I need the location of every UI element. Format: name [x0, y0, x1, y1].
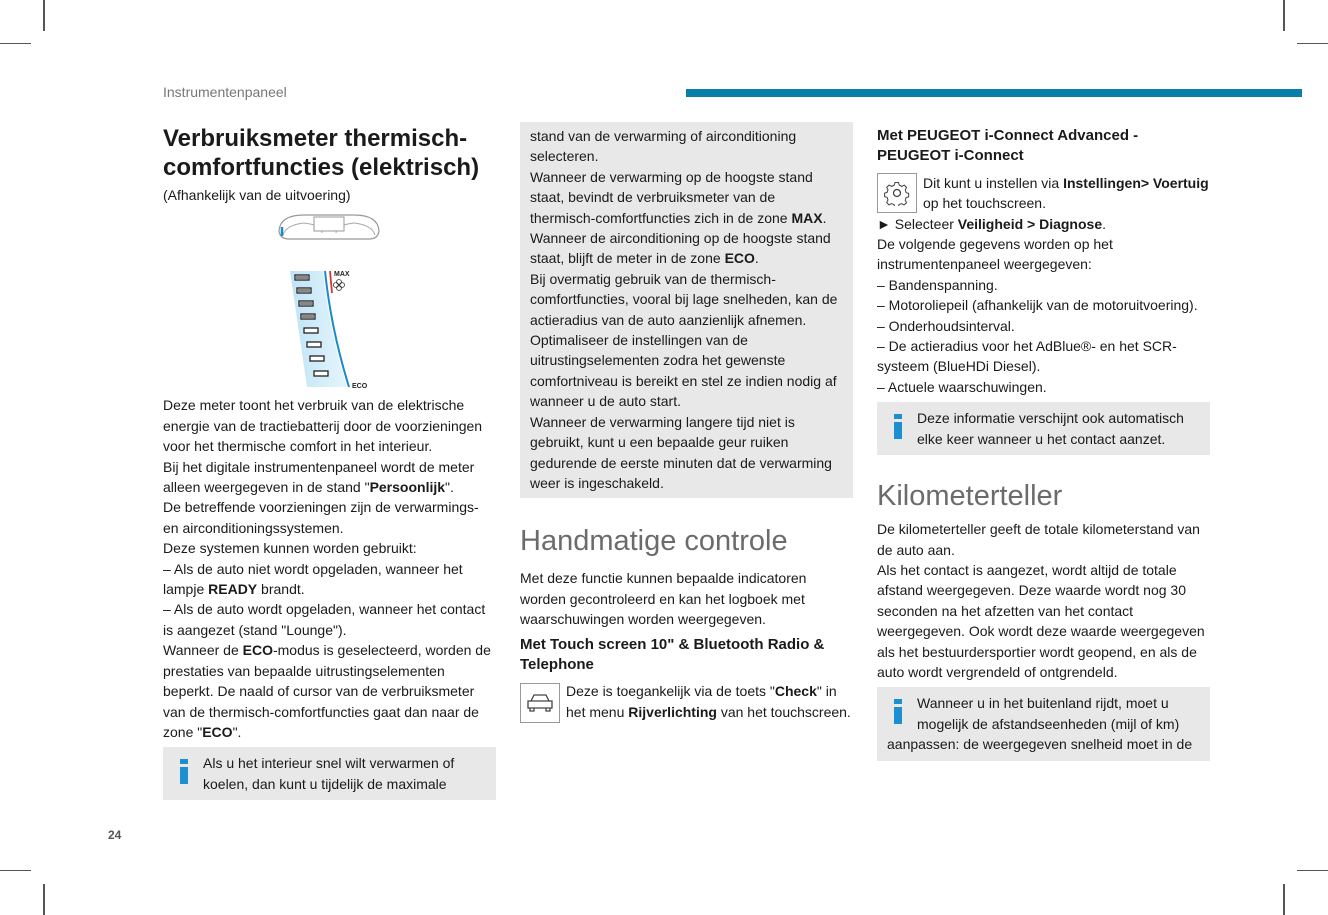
list-item: – Als de auto niet wordt opgeladen, wanneer het lampje READY brandt.: [163, 560, 463, 598]
paragraph: Bij het digitale instrumentenpaneel wordt de meter alleen weergegeven in de stand "Persoonlijk".: [163, 458, 475, 496]
crop-mark: [1283, 0, 1285, 31]
info-icon: [894, 414, 902, 439]
icon-instruction: Dit kunt u instellen via Instellingen> Voertuig op het touchscreen.: [877, 173, 1210, 214]
list-item: – Actuele waarschuwingen.: [877, 378, 1047, 395]
icon-instruction: Deze is toegankelijk via de toets "Check" in het menu Rijverlichting van het touchscreen.: [520, 681, 853, 723]
column-3: [877, 124, 1210, 761]
gear-icon: [884, 180, 910, 206]
vehicle-icon-box: [520, 683, 560, 723]
list-item: – Onderhoudsinterval.: [877, 317, 1015, 334]
subsection-title: Met PEUGEOT i-Connect Advanced - PEUGEOT i-Connect: [877, 127, 1139, 165]
page-number: 24: [108, 828, 122, 842]
list-item: – Als de auto wordt opgeladen, wanneer het contact is aangezet (stand "Lounge").: [163, 601, 486, 638]
settings-icon-box: [877, 173, 917, 213]
list-item: – Bandenspanning.: [877, 276, 998, 293]
crop-mark: [0, 870, 31, 871]
paragraph: Wanneer de ECO-modus is geselecteerd, worden de prestaties van bepaalde uitrustingselementen beperkt. De naald of cursor van de verbruiksmeter van de thermisch-comfortfuncties gaat dan naar de zone "ECO".: [163, 642, 491, 740]
paragraph: Als het contact is aangezet, wordt altijd de totale afstand weergegeven. Deze waarde wordt nog 30 seconden na het afzetten van het contact weergegeven. Ook wordt deze waarde weergegeven als het bestuurdersportier wordt geopend, en als de auto wordt vergrendeld of ontgrendeld.: [877, 561, 1205, 680]
svg-text:ECO: ECO: [352, 383, 368, 390]
list-item: – Motoroliepeil (afhankelijk van de motoruitvoering).: [877, 297, 1198, 314]
list-item: – De actieradius voor het AdBlue®- en het SCR-systeem (BlueHDi Diesel).: [877, 338, 1177, 375]
crop-mark: [43, 0, 45, 31]
gauge-scale-icon: [287, 269, 387, 389]
info-icon: [180, 759, 188, 784]
column-2: [520, 122, 853, 723]
info-note: Wanneer u in het buitenland rijdt, moet u mogelijk de afstandseenheden (mijl of km) aanpassen: de weergegeven snelheid moet in de: [877, 687, 1210, 760]
crop-mark: [43, 884, 45, 915]
section-title: Handmatige controle: [520, 525, 788, 558]
info-icon: [894, 699, 902, 724]
subtitle: (Afhankelijk van de uitvoering): [163, 187, 351, 203]
paragraph: De volgende gegevens worden op het instrumentenpaneel weergegeven:: [877, 236, 1113, 273]
info-note: Als u het interieur snel wilt verwarmen of koelen, dan kunt u tijdelijk de maximale: [163, 747, 496, 800]
paragraph: Deze meter toont het verbruik van de elektrische energie van de tractiebatterij door de voorzieningen voor het thermische comfort in het interieur.: [163, 397, 483, 455]
running-header: Instrumentenpaneel: [163, 84, 287, 100]
paragraph: De kilometerteller geeft de totale kilometerstand van de auto aan.: [877, 521, 1200, 558]
step: ► Selecteer Veiligheid > Diagnose.: [877, 215, 1106, 232]
svg-text:MAX: MAX: [334, 271, 350, 279]
continued-note-box: stand van de verwarming of airconditioning selecteren. Wanneer de verwarming op de hoogste stand staat, bevindt de verbruiksmeter van de thermisch-comfortfuncties zich in de zone MAX. Wanneer de airconditioning op de hoogste stand staat, blijft de meter in de zone ECO. Bij overmatig gebruik van de thermisch-comfortfuncties, vooral bij lage snelheden, kan de actieradius van de auto aanzienlijk afnemen. Optimaliseer de instellingen van de uitrustingselementen zodra het gewenste comfortniveau is bereikt en stel ze indien nodig af wanneer u de auto start. Wanneer de verwarming langere tijd niet is gebruikt, kunt u een bepaalde geur ruiken gedurende de eerste minuten dat de verwarming weer is ingeschakeld.: [520, 122, 853, 498]
crop-mark: [0, 43, 31, 44]
car-icon: [526, 692, 554, 714]
crop-mark: [1297, 870, 1328, 871]
section-title: Kilometerteller: [877, 480, 1063, 513]
page-title: Verbruiksmeter thermisch-comfortfuncties (elektrisch): [163, 125, 480, 181]
dashboard-outline-icon: [274, 211, 384, 245]
consumption-gauge-figure: [163, 205, 496, 395]
header-accent-bar: [686, 89, 1302, 97]
subsection-title: Met Touch screen 10" & Bluetooth Radio & Telephone: [520, 635, 825, 673]
info-note: Deze informatie verschijnt ook automatisch elke keer wanneer u het contact aanzet.: [877, 402, 1210, 455]
paragraph: De betreffende voorzieningen zijn de verwarmings- en airconditioningssystemen.: [163, 499, 479, 536]
column-1: [163, 124, 496, 800]
paragraph: Deze systemen kunnen worden gebruikt:: [163, 540, 417, 557]
crop-mark: [1283, 884, 1285, 915]
crop-mark: [1297, 43, 1328, 44]
paragraph: Met deze functie kunnen bepaalde indicatoren worden gecontroleerd en kan het logboek met waarschuwingen worden weergegeven.: [520, 570, 807, 628]
